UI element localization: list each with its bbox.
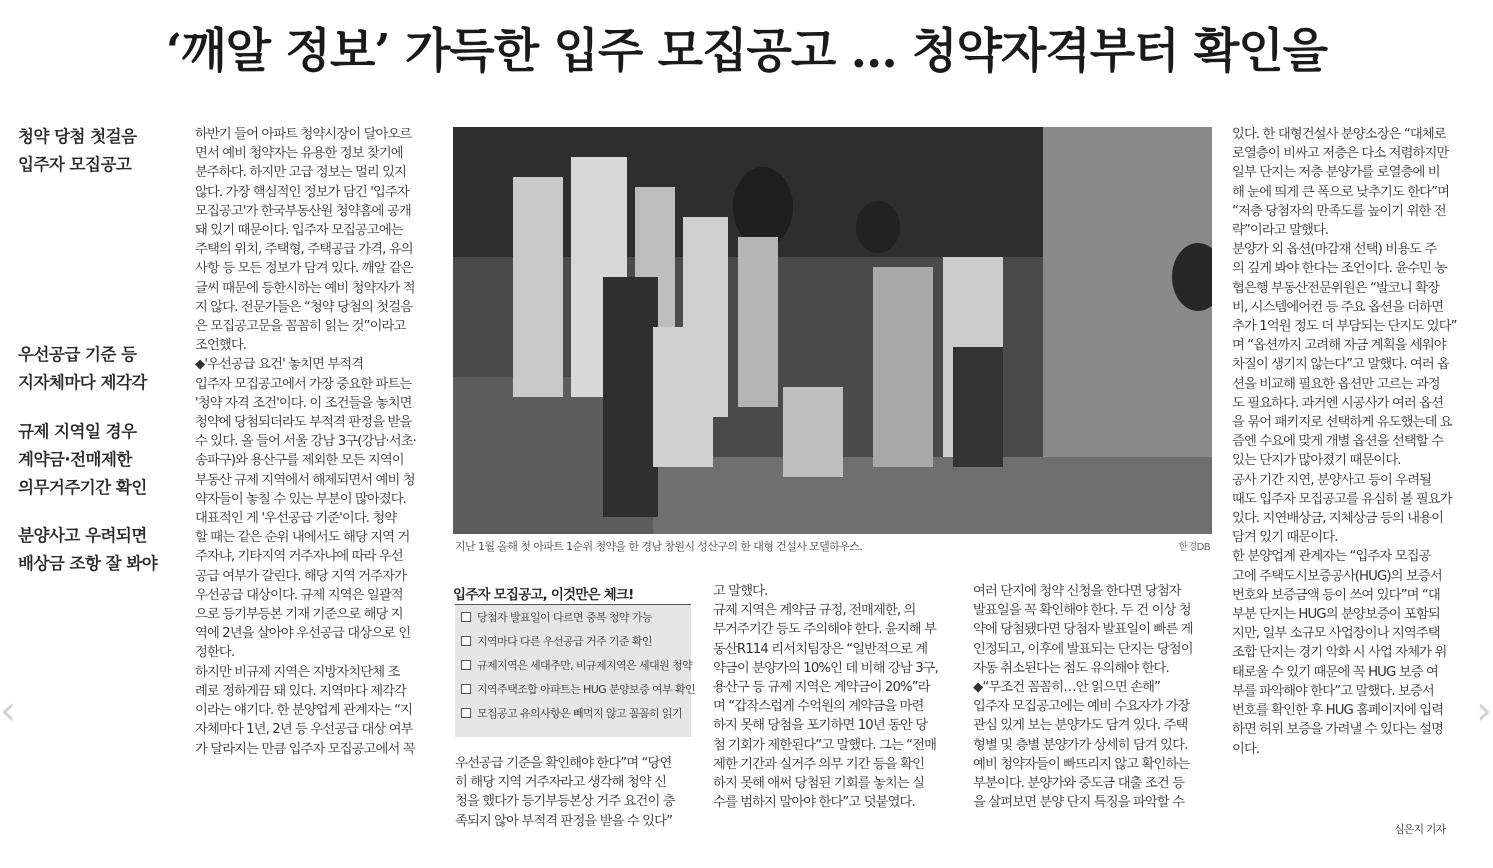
text-line: 분양가 외 옵션(마감재 선택) 비용도 주 (1232, 242, 1437, 258)
text-line: 약에 당첨됐다면 당첨자 발표일이 빠른 게 (973, 622, 1193, 638)
prev-page-arrow-icon[interactable]: ‹ (0, 688, 16, 734)
text-line: 고 말했다. (713, 584, 768, 599)
text-line: 비, 시스템에어컨 등 주요 옵션을 더하면 (1232, 299, 1444, 315)
model-house-photo (453, 127, 1212, 534)
photo-caption: 지난 1월 올해 첫 아파트 1순위 청약을 한 경남 창원시 성산구의 한 대형 건설사 모델하우스. (455, 540, 863, 553)
checklist-item-text: 규제지역은 세대주만, 비규제지역은 세대원 청약 (477, 659, 693, 672)
subhead-3 (18, 418, 178, 502)
text-line: 하면 허위 보증을 가려낼 수 있다는 설명 (1232, 722, 1444, 738)
text-line: 부분 단지는 HUG의 분양보증이 포함되 (1232, 607, 1440, 623)
checklist-item (455, 701, 691, 725)
next-page-arrow-icon[interactable]: › (1476, 688, 1492, 734)
text-line: 대표적인 게 '우선공급 기준'이다. 청약 (195, 511, 397, 527)
text-line: '청약 자격 조건'이다. 이 조건들을 놓치면 (195, 395, 412, 411)
subhead-line: 지자체마다 제각각 (18, 373, 147, 392)
byline: 심은지 기자 (1394, 823, 1446, 836)
text-line: 인정되고, 이후에 발표되는 단지는 당첨이 (973, 641, 1193, 657)
text-line: 의 깊게 봐야 한다는 조언이다. 윤수민 농 (1232, 261, 1447, 277)
text-line: 정한다. (195, 645, 235, 661)
text-line: 으로 등기부등본 기재 기준으로 해당 지 (195, 607, 403, 623)
text-line: 주택의 위치, 주택형, 주택공급 가격, 유의 (195, 242, 413, 258)
checklist-item (455, 677, 695, 701)
text-line: ◆'우선공급 요건' 놓치면 부적격 (195, 357, 364, 373)
text-line: 조언했다. (195, 338, 247, 354)
text-line: 사항 등 모든 정보가 담겨 있다. 깨알 같은 (195, 261, 413, 277)
text-line: 즘엔 수요에 맞게 개별 옵션을 선택할 수 (1232, 434, 1444, 450)
text-line: 발표일을 꼭 확인해야 한다. 두 건 이상 청 (973, 603, 1191, 619)
text-line: 로열층이 비싸고 저층은 다소 저렴하지만 (1232, 146, 1449, 162)
text-line: 청약에 당첨되더라도 부적격 판정을 받을 (195, 415, 412, 431)
subhead-4 (18, 522, 178, 578)
subhead-2 (18, 341, 178, 397)
text-line: 담겨 있기 때문이다. (1232, 530, 1338, 546)
photo-credit: 한경DB (1178, 542, 1210, 553)
checklist-item-text: 지역마다 다른 우선공급 거주 기준 확인 (477, 635, 652, 648)
subhead-line: 계약금·전매제한 (18, 450, 132, 469)
text-line: ◆“무조건 꼼꼼히…안 읽으면 손해” (973, 680, 1161, 696)
text-line: 번호를 확인한 후 HUG 홈페이지에 입력 (1232, 703, 1444, 719)
text-line: 하지 못해 당첨을 포기하면 10년 동안 당 (713, 718, 928, 734)
text-line: 역에 2년을 살아야 우선공급 대상으로 인 (195, 626, 411, 642)
checklist-item-text: 당첨자 발표일이 다르면 중복 청약 가능 (477, 611, 652, 624)
text-line: 여러 단지에 청약 신청을 한다면 당첨자 (973, 584, 1181, 599)
text-line: 이다. (1232, 741, 1260, 757)
text-line: 수 있다. 올 들어 서울 강남 3구(강남·서초· (195, 434, 416, 450)
text-line: 지 않다. 전문가들은 “청약 당첨의 첫걸음 (195, 299, 413, 315)
photo-caption-row (455, 538, 1210, 554)
text-line: 송파구)와 용산구를 제외한 모든 지역이 (195, 453, 404, 469)
text-line: 가 달라지는 만큼 입주자 모집공고에서 꼭 (195, 741, 415, 757)
photo-illustration (453, 127, 1212, 534)
text-line: 하지 못해 애써 당첨된 기회를 놓치는 실 (713, 776, 925, 792)
headline: ‘깨알 정보’ 가득한 입주 모집공고 ... 청약자격부터 확인을 (165, 24, 1328, 79)
checkbox-icon (461, 684, 471, 694)
text-line: 형별 및 층별 분양가가 상세히 담겨 있다. (973, 737, 1188, 753)
text-line: 차질이 생기지 않는다”고 말했다. 여러 옵 (1232, 357, 1450, 373)
text-line: 면서 예비 청약자는 유용한 정보 찾기에 (195, 146, 403, 162)
text-line: 부분이다. 분양가와 중도금 대출 조건 등 (973, 776, 1185, 792)
text-line: 공사 기간 지연, 분양사고 등이 우려될 (1232, 472, 1432, 488)
text-line: 한 분양업계 관계자는 “입주자 모집공 (1232, 549, 1431, 565)
text-line: 족되지 않아 부적격 판정을 받을 수 있다” (455, 813, 673, 829)
text-line: 있는 단지가 많아졌기 때문이다. (1232, 453, 1401, 469)
subhead-line: 배상금 조항 잘 봐야 (18, 554, 158, 573)
text-line: 하지만 비규제 지역은 지방자치단체 조 (195, 664, 400, 680)
subhead-line: 입주자 모집공고 (18, 155, 132, 174)
text-line: 해 눈에 띄게 큰 폭으로 낮추기도 한다”며 (1232, 184, 1450, 200)
text-line: 돼 있기 때문이다. 입주자 모집공고에는 (195, 223, 403, 239)
checklist-item (455, 629, 691, 653)
checklist-title: 입주자 모집공고, 이것만은 체크! (453, 587, 634, 603)
text-line: 일부 단지는 저층 분양가를 로열층에 비 (1232, 165, 1440, 181)
checkbox-icon (461, 660, 471, 670)
text-line: 부를 파악해야 한다”고 말했다. 보증서 (1232, 683, 1434, 699)
text-line: 않다. 가장 핵심적인 정보가 담긴 '입주자 (195, 184, 409, 200)
text-line: 례로 정하게끔 돼 있다. 지역마다 제각각 (195, 683, 407, 699)
article-column-5 (1232, 125, 1476, 759)
checklist-item (455, 605, 691, 629)
text-line: 약자들이 놓칠 수 있는 부분이 많아졌다. (195, 491, 407, 507)
text-line: 협은행 부동산전문위원은 “발코니 확장 (1232, 280, 1440, 296)
text-line: 고에 주택도시보증공사(HUG)의 보증서 (1232, 568, 1442, 584)
article-column-2 (455, 754, 695, 831)
text-line: 지만, 일부 소규모 사업장이나 지역주택 (1232, 626, 1440, 642)
text-line: 을 살펴보면 분양 단지 특징을 파악할 수 (973, 795, 1185, 811)
text-line: 모집공고'가 한국부동산원 청약홈에 공개 (195, 203, 411, 219)
text-line: 용산구 등 규제 지역은 계약금이 20%”라 (713, 680, 930, 696)
text-line: 할 때는 같은 순위 내에서도 해당 지역 거 (195, 530, 410, 546)
text-line: 히 해당 지역 거주자라고 생각해 청약 신 (455, 775, 667, 791)
text-line: 관심 있게 보는 분양가도 담겨 있다. 주택 (973, 718, 1188, 734)
subhead-line: 우선공급 기준 등 (18, 345, 137, 364)
text-line: 태로울 수 있기 때문에 꼭 HUG 보증 여 (1232, 664, 1438, 680)
text-line: 예비 청약자들이 빠뜨리지 않고 확인하는 (973, 756, 1190, 772)
text-line: 번호와 보증금액 등이 쓰여 있다”며 “대 (1232, 587, 1440, 603)
subhead-line: 청약 당첨 첫걸음 (18, 127, 137, 146)
text-line: 동산R114 리서치팀장은 “일반적으로 계 (713, 641, 928, 657)
text-line: 입주자 모집공고에서 가장 중요한 파트는 (195, 376, 412, 392)
checkbox-icon (461, 708, 471, 718)
text-line: 략”이라고 말했다. (1232, 223, 1329, 239)
text-line: 을 묶어 패키지로 선택하게 유도했는데 요 (1232, 415, 1452, 431)
text-line: 이라는 얘기다. 한 분양업계 관계자는 “지 (195, 703, 413, 719)
text-line: 수를 범하지 말아야 한다”고 덧붙였다. (713, 795, 915, 811)
article-column-4 (973, 582, 1218, 812)
subhead-line: 규제 지역일 경우 (18, 422, 137, 441)
text-line: 하반기 들어 아파트 청약시장이 달아오르 (195, 127, 412, 142)
text-line: 우선공급 대상이다. 규제 지역은 일괄적 (195, 587, 403, 603)
text-line: 부동산 규제 지역에서 해제되면서 예비 청 (195, 472, 415, 488)
text-line: 약금이 분양가의 10%인 데 비해 강남 3구, (713, 660, 938, 676)
text-line: 규제 지역은 계약금 규정, 전매제한, 의 (713, 603, 916, 619)
text-line: “저층 당첨자의 만족도를 높이기 위한 전 (1232, 203, 1446, 219)
text-line: 도 필요하다. 과거엔 시공사가 여러 옵션 (1232, 395, 1444, 411)
text-line: 션을 비교해 필요한 옵션만 고르는 과정 (1232, 376, 1440, 392)
checkbox-icon (461, 636, 471, 646)
checklist-item-text: 모집공고 유의사항은 빼먹지 않고 꼼꼼히 읽기 (477, 707, 682, 720)
text-line: 추가 1억원 정도 더 부담되는 단지도 있다” (1232, 319, 1457, 335)
text-line: 은 모집공고문을 꼼꼼히 읽는 것”이라고 (195, 319, 406, 335)
article-column-3 (713, 582, 958, 812)
text-line: 글씨 때문에 등한시하는 예비 청약자가 적 (195, 280, 415, 296)
text-line: 자동 취소된다는 점도 유의해야 한다. (973, 660, 1169, 676)
text-line: 며 “옵션까지 고려해 자금 계획을 세워야 (1232, 338, 1446, 354)
text-line: 청을 했다가 등기부등본상 거주 요건이 충 (455, 794, 675, 810)
checklist-item (455, 653, 691, 677)
text-line: 입주자 모집공고에는 예비 수요자가 가장 (973, 699, 1190, 715)
checklist-box (455, 604, 695, 737)
article-column-1 (195, 125, 438, 759)
subhead-line: 의무거주기간 확인 (18, 478, 147, 497)
text-line: 제한 기간과 실거주 의무 기간 등을 확인 (713, 756, 925, 772)
text-line: 있다. 한 대형건설사 분양소장은 “대체로 (1232, 127, 1446, 142)
text-line: 우선공급 기준을 확인해야 한다”며 “당연 (455, 756, 672, 771)
text-line: 때도 입주자 모집공고를 유심히 볼 필요가 (1232, 491, 1452, 507)
text-line: 며 “갑작스럽게 수억원의 계약금을 마련 (713, 699, 924, 715)
checklist-item-text: 지역주택조합 아파트는 HUG 분양보증 여부 확인 (477, 683, 695, 696)
checkbox-icon (461, 612, 471, 622)
text-line: 조합 단지는 경기 악화 시 사업 자체가 위 (1232, 645, 1447, 661)
text-line: 자체마다 1년, 2년 등 우선공급 대상 여부 (195, 722, 413, 738)
subhead-1 (18, 123, 178, 179)
subhead-line: 분양사고 우려되면 (18, 526, 147, 545)
text-line: 주자냐, 기타지역 거주자냐에 따라 우선 (195, 549, 403, 565)
text-line: 무거주기간 등도 주의해야 한다. 윤지해 부 (713, 622, 937, 638)
text-line: 공급 여부가 갈린다. 해당 지역 거주자가 (195, 568, 407, 584)
text-line: 첨 기회가 제한된다”고 말했다. 그는 “전매 (713, 737, 937, 753)
text-line: 있다. 지연배상금, 지체상금 등의 내용이 (1232, 511, 1444, 527)
text-line: 분주하다. 하지만 고급 정보는 멀리 있지 (195, 165, 407, 181)
